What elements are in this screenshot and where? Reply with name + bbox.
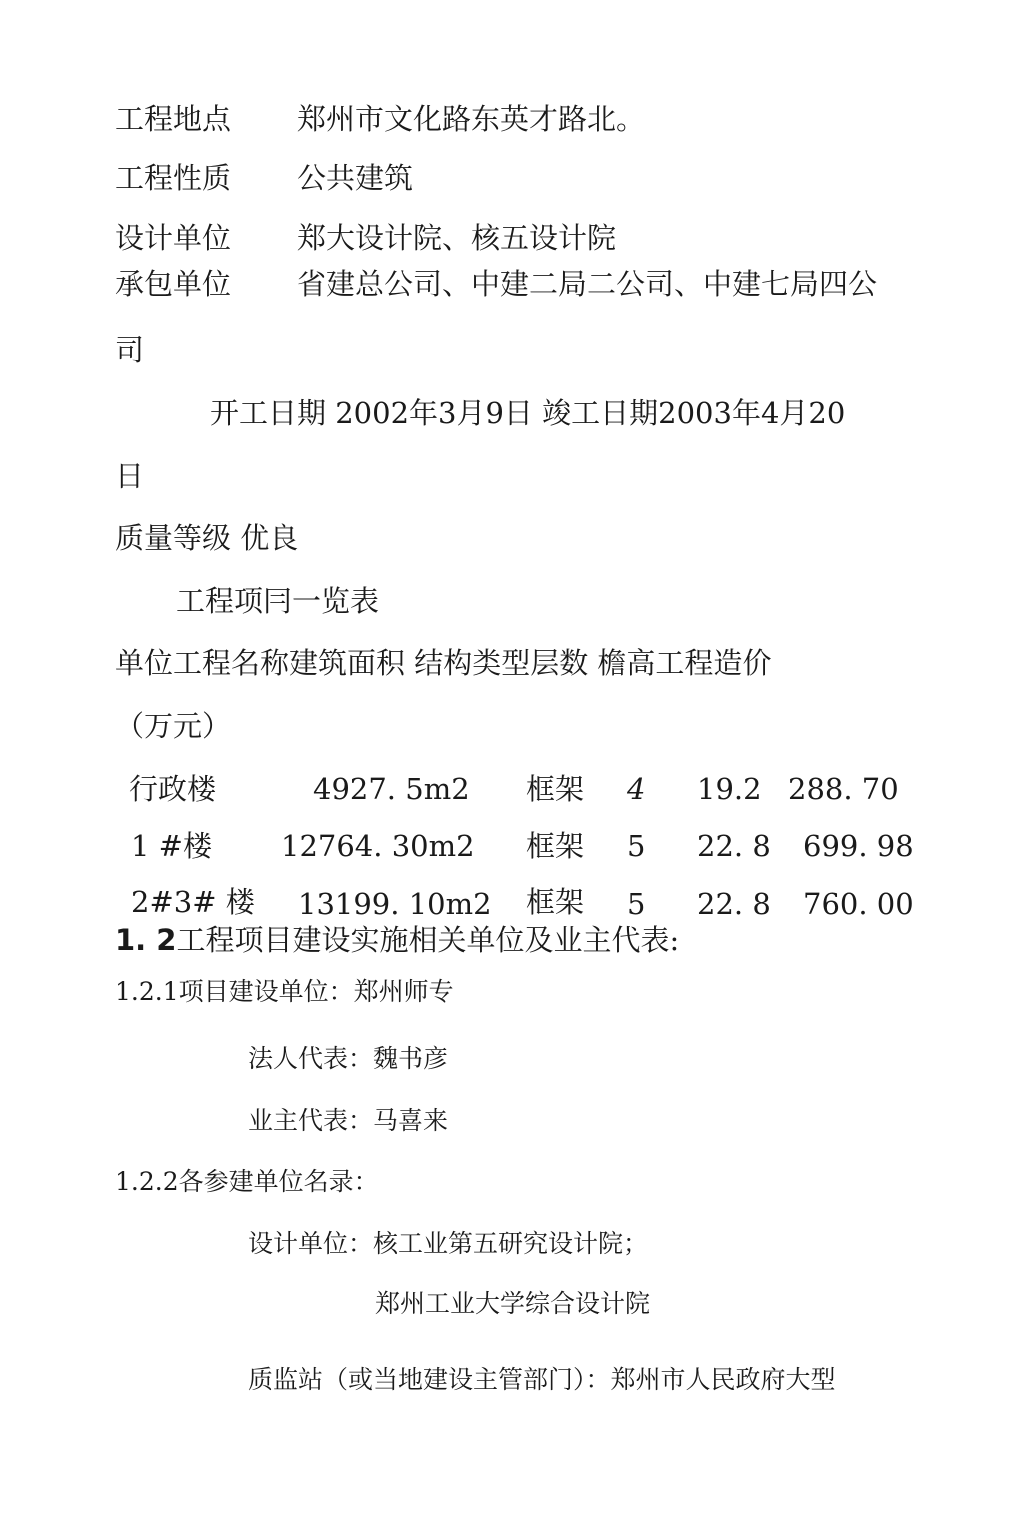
contractor-value-continued: 司 [115, 333, 145, 367]
owner-representative: 业主代表：马喜来 [248, 1106, 449, 1135]
subsection-2-title: 1.2.2各参建单位名录： [115, 1167, 379, 1196]
row-structure: 框架 [526, 772, 585, 806]
row-floors: 5 [627, 887, 646, 921]
row-name: 2#3# 楼 [131, 885, 255, 919]
contractor-value: 省建总公司、中建二局二公司、中建七局四公 [297, 267, 878, 301]
table-header: 单位工程名称建筑面积 结构类型层数 檐高工程造价 [115, 646, 772, 680]
nature-label: 工程性质 [115, 161, 232, 195]
supervision-station: 质监站（或当地建设主管部门）：郑州市人民政府大型 [248, 1365, 836, 1394]
row-floors: 5 [627, 829, 646, 863]
table-title: 工程项冃一览表 [176, 584, 380, 618]
quality-grade: 质量等级 优良 [115, 521, 299, 555]
row-structure: 框架 [526, 829, 585, 863]
address-value: 郑州市文化路东英才路北。 [297, 102, 646, 136]
row-cost: 760. 00 [803, 887, 914, 921]
row-height: 22. 8 [697, 887, 771, 921]
subsection-1-title: 1.2.1项目建设单位：郑州师专 [115, 977, 454, 1006]
row-cost: 699. 98 [803, 829, 914, 863]
row-structure: 框架 [526, 885, 585, 919]
contractor-label: 承包单位 [115, 267, 232, 301]
row-height: 22. 8 [697, 829, 771, 863]
design-units-second: 郑州工业大学综合设计院 [375, 1289, 651, 1318]
section-heading-text: 工程项目建设实施相关单位及业主代表: [176, 923, 680, 957]
dates-line: 开工日期 2002年3月9日 竣工日期2003年4月20 [210, 396, 846, 430]
row-area: 4927. 5m2 [313, 772, 470, 806]
designer-label: 设计单位 [115, 221, 232, 255]
row-area: 12764. 30m2 [281, 829, 475, 863]
legal-representative: 法人代表：魏书彦 [248, 1044, 449, 1073]
design-units: 设计单位：核工业第五研究设计院； [248, 1229, 649, 1258]
address-label: 工程地点 [115, 102, 232, 136]
row-cost: 288. 70 [788, 772, 899, 806]
row-area: 13199. 10m2 [298, 887, 492, 921]
row-floors: 4 [627, 772, 646, 806]
section-heading [115, 923, 680, 957]
row-name: 行政楼 [129, 772, 217, 806]
row-name: 1 #楼 [131, 829, 212, 863]
section-number: 1. 2 [115, 923, 177, 957]
table-header-unit: （万元） [115, 709, 232, 743]
row-height: 19.2 [697, 772, 762, 806]
dates-line-continued: 日 [115, 459, 145, 493]
designer-value: 郑大设计院、核五设计院 [297, 221, 617, 255]
nature-value: 公共建筑 [297, 161, 414, 195]
